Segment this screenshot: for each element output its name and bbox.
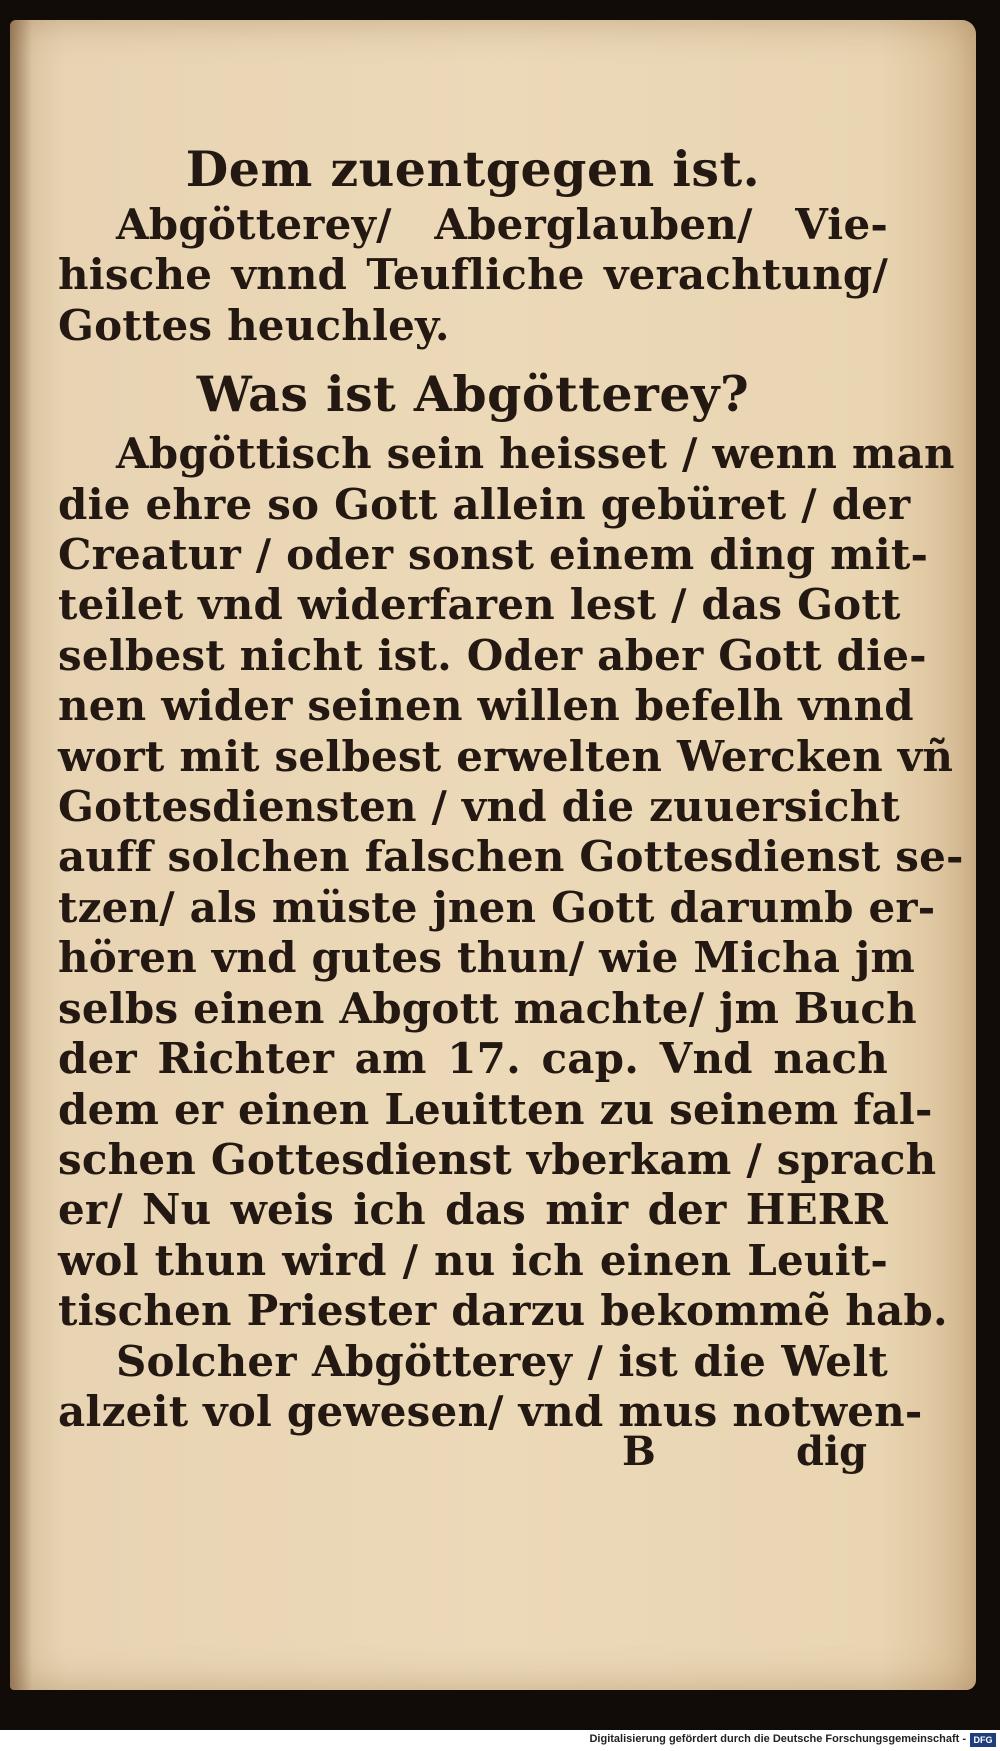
text-line: selbs einen Abgott machte/ jm Buch: [58, 983, 917, 1033]
text-line: teilet vnd widerfaren lest / das Gott: [58, 580, 901, 630]
dfg-logo-icon: DFG: [970, 1733, 996, 1747]
text-line: tischen Priester darzu bekommẽ hab.: [58, 1286, 948, 1336]
text-line: Abgötterey/ Aberglauben/ Vie-: [116, 200, 888, 249]
text-line: die ehre so Gott allein gebüret / der: [58, 479, 911, 529]
text-line: Gottes heuchley.: [58, 300, 450, 350]
text-line: Solcher Abgötterey / ist die Welt: [116, 1336, 888, 1386]
text-line: hören vnd gutes thun/ wie Micha jm: [58, 933, 916, 983]
paragraph-solcher: [58, 1336, 923, 1438]
paragraph-abgoettisch: [58, 429, 964, 1336]
text-line: nen wider seinen willen befelh vnnd: [58, 681, 914, 731]
heading-dem-zuentgegen: Dem zuentgegen ist.: [185, 140, 761, 198]
text-line: Creatur / oder sonst einem ding mit-: [58, 530, 929, 580]
book-page: [10, 20, 976, 1690]
heading-was-ist-abgoetterey: Was ist Abgötterey?: [196, 365, 750, 424]
text-line: der Richter am 17. cap. Vnd nach: [58, 1034, 888, 1084]
text-line: selbest nicht ist. Oder aber Gott die-: [58, 630, 927, 680]
text-line: Abgöttisch sein heisset / wenn man: [116, 429, 955, 479]
text-line: wol thun wird / nu ich einen Leuit-: [58, 1235, 888, 1285]
text-line: er/ Nu weis ich das mir der HERR: [58, 1185, 888, 1235]
catchword: dig: [796, 1428, 868, 1475]
text-line: hische vnnd Teufliche verachtung/: [58, 250, 888, 300]
text-line: Gottesdiensten / vnd die zuuersicht: [58, 782, 900, 832]
digitization-footer: [0, 1730, 1000, 1751]
signature-mark: B: [622, 1428, 656, 1475]
funding-credit: Digitalisierung gefördert durch die Deutsche Forschungsgemeinschaft -: [589, 1733, 966, 1745]
text-line: auff solchen falschen Gottesdienst se-: [58, 832, 964, 882]
text-line: tzen/ als müste jnen Gott darumb er-: [58, 882, 936, 932]
page-text: [58, 138, 964, 1437]
text-line: dem er einen Leuitten zu seinem fal-: [58, 1084, 933, 1134]
page-gutter-shadow: [10, 20, 32, 1690]
text-line: alzeit vol gewesen/ vnd mus notwen-: [58, 1386, 923, 1436]
text-line: schen Gottesdienst vberkam / sprach: [58, 1134, 937, 1184]
text-line: wort mit selbest erwelten Wercken vñ: [58, 731, 954, 781]
